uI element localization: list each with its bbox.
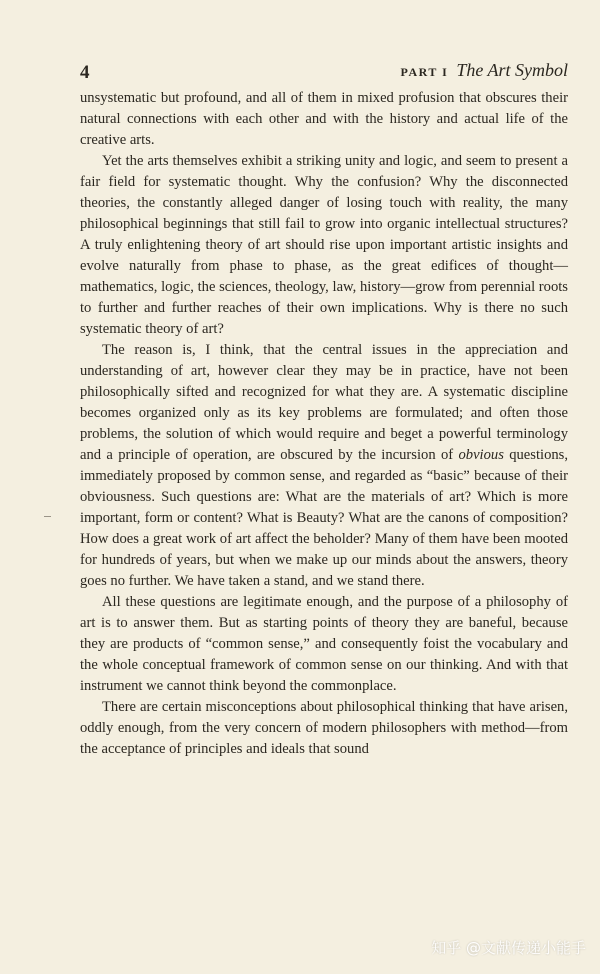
paragraph-continued: unsystematic but profound, and all of them in mixed profusion that obscures their natural connections with each other and with the history and actual life of the creative arts.: [80, 90, 568, 148]
paragraph-text: The reason is, I think, that the central issues in the appreciation and understanding of art, however clear they may be in practice, have not been philosophically sifted and recognized for what they are. A systematic discipline becomes organized only as its key problems are formulated; and often those problems, the solution of which would require and beget a powerful terminology and a principle of operation, are obscured by the incursion of: [80, 342, 568, 463]
running-head: [401, 60, 568, 81]
paragraph: All these questions are legitimate enough, and the purpose of a philosophy of art is to answer them. But as starting points of theory they are baneful, because they are products of “common sense,” and consequently foist the vocabulary and the whole conceptual framework of common sense on our thinking. And with that instrument we cannot think beyond the commonplace.: [80, 594, 568, 694]
paragraph: Yet the arts themselves exhibit a striking unity and logic, and seem to present a fair field for systematic thought. Why the confusion? Why the disconnected theories, the constantly alleged danger of losing touch with reality, the many philosophical beginnings that still fail to grow into organic intellectual structures? A truly enlightening theory of art should rise upon important artistic insights and evolve naturally from phase to phase, as the great edifices of thought—mathematics, logic, the sciences, theology, law, history—grow from perennial roots to further and further reaches of their own implications. Why is there no such systematic theory of art?: [80, 153, 568, 337]
part-label: PART I: [400, 65, 449, 79]
chapter-title: The Art Symbol: [456, 60, 568, 80]
paragraph: [80, 340, 568, 592]
page-number: 4: [80, 62, 90, 83]
body-text: [80, 88, 568, 760]
page-header: [80, 60, 568, 86]
paragraph: There are certain misconceptions about philosophical thinking that have arisen, oddly enough, from the very concern of modern philosophers with method—from the acceptance of principles and ideals that sound: [80, 699, 568, 757]
emphasized-word: obvious: [458, 447, 504, 463]
watermark: 知乎 @文献传递小能手: [431, 939, 586, 957]
paragraph-text: questions, immediately proposed by common sense, and regarded as “basic” because of their obviousness. Such questions are: What are the materials of art? Which is more important, form or content? What is Beauty? What are the canons of composition? How does a great work of art affect the beholder? Many of them have been mooted for hundreds of years, but when we make up our minds about the answers, theory goes no further. We have taken a stand, and we stand there.: [80, 447, 568, 589]
margin-mark: [44, 516, 51, 517]
